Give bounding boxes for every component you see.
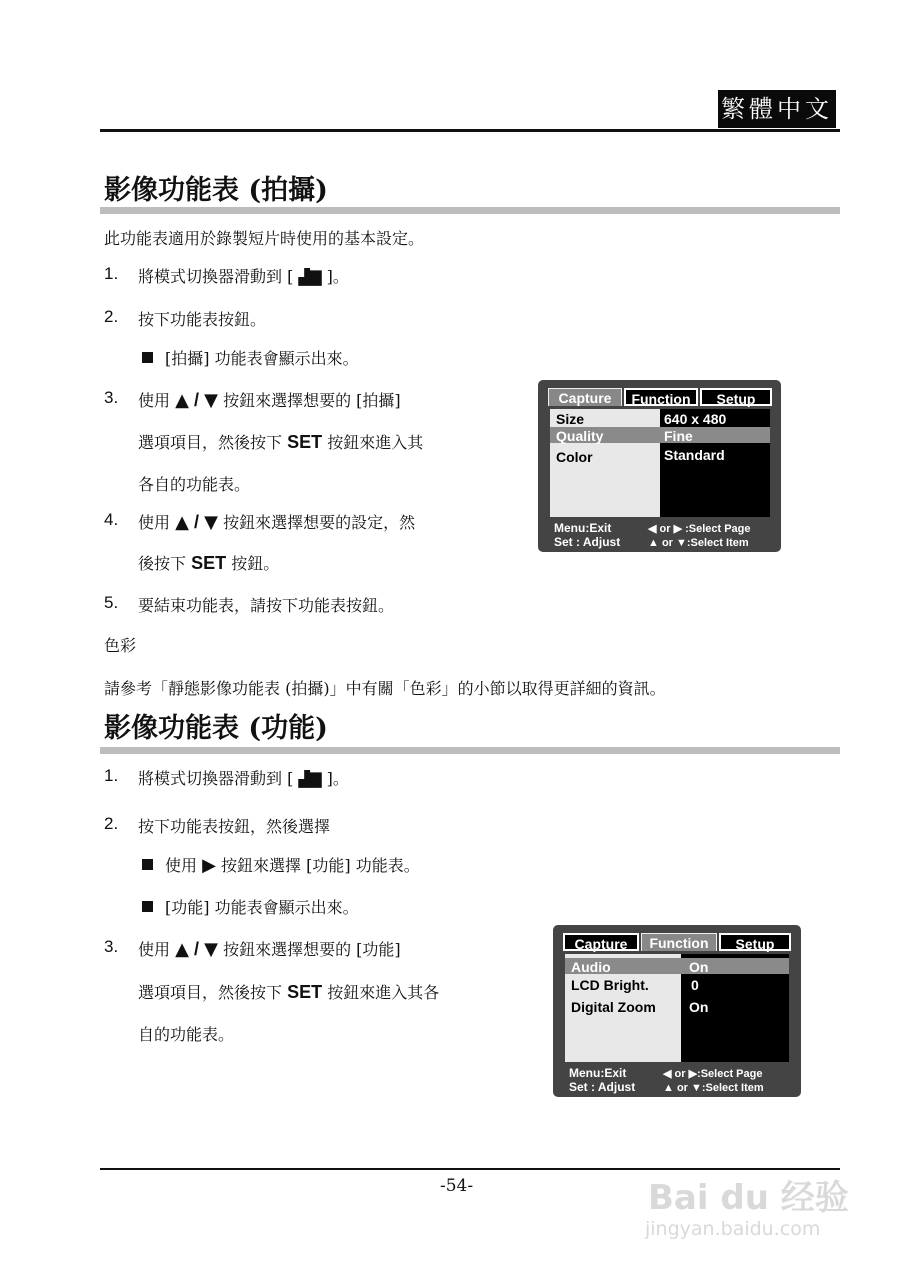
step-text: 使用 <box>138 940 171 959</box>
row-label-lcd-bright: LCD Bright. <box>571 977 649 993</box>
set-key: SET <box>287 982 323 1002</box>
step-text: 按鈕來選擇想要的 [拍攝] <box>223 391 401 410</box>
step-text: 按鈕來選擇想要的設定，然 <box>223 513 416 532</box>
tab-setup: Setup <box>700 388 772 406</box>
baidu-watermark-logo: Bai du 经验 <box>648 1178 849 1218</box>
step-text: 使用 <box>138 513 171 532</box>
row-label-size: Size <box>556 411 585 427</box>
row-value-digital-zoom: On <box>689 999 709 1015</box>
down-arrow-icon: ▼ <box>204 390 218 411</box>
color-subhead: 色彩 <box>104 636 137 655</box>
up-arrow-icon: ▲ <box>175 390 189 411</box>
language-badge: 繁體中文 <box>718 90 836 128</box>
s1-step3-line2 <box>138 430 423 453</box>
video-camera-icon: ▟▇ <box>298 268 322 286</box>
bullet-text: 使用 <box>165 856 198 875</box>
step-text: 按鈕。 <box>231 554 280 573</box>
tab-setup: Setup <box>719 933 791 951</box>
step-number: 1. <box>104 264 119 283</box>
row-value-size: 640 x 480 <box>664 411 727 427</box>
tab-capture: Capture <box>548 388 622 406</box>
bullet-square-icon <box>142 859 153 870</box>
s2-bullet1 <box>142 853 420 876</box>
bullet-text: [拍攝] 功能表會顯示出來。 <box>165 349 359 368</box>
s1-step4-line2 <box>138 551 279 574</box>
up-arrow-icon: ▲ <box>175 939 189 960</box>
step-text: 選項項目，然後按下 <box>138 433 283 452</box>
step-number: 1. <box>104 766 119 785</box>
row-value-color: Standard <box>664 447 725 463</box>
row-label-quality: Quality <box>556 428 604 444</box>
s1-step3-line3: 各自的功能表。 <box>138 475 251 494</box>
step-text: ]。 <box>326 267 349 286</box>
function-menu-screenshot <box>553 925 801 1097</box>
bullet-square-icon <box>142 352 153 363</box>
s2-bullet2 <box>142 895 359 918</box>
row-value-lcd-bright: 0 <box>691 977 699 993</box>
step-text: 按鈕來選擇想要的 [功能] <box>223 940 401 959</box>
down-arrow-icon: ▼ <box>204 939 218 960</box>
capture-menu-screenshot <box>538 380 781 552</box>
row-label-audio: Audio <box>571 959 611 975</box>
section2-band <box>100 747 840 754</box>
up-arrow-icon: ▲ <box>175 512 189 533</box>
right-arrow-icon: ▶ <box>202 855 216 876</box>
menu-footer-right: ◀ or ▶:Select Page ▲ or ▼:Select Item <box>663 1068 764 1094</box>
bullet-text: 按鈕來選擇 [功能] 功能表。 <box>221 856 420 875</box>
section1-band <box>100 207 840 214</box>
step-text: 要結束功能表，請按下功能表按鈕。 <box>138 596 395 615</box>
step-number: 2. <box>104 307 119 326</box>
step-text: 按下功能表按鈕。 <box>138 310 267 329</box>
step-text: 使用 <box>138 391 171 410</box>
baidu-watermark-url: jingyan.baidu.com <box>645 1218 821 1240</box>
page-number: -54- <box>440 1176 474 1196</box>
set-key: SET <box>191 553 227 573</box>
bullet-text: [功能] 功能表會顯示出來。 <box>165 898 359 917</box>
step-number: 3. <box>104 937 119 956</box>
slash: / <box>194 939 200 959</box>
step-text: 後按下 <box>138 554 187 573</box>
bullet-square-icon <box>142 901 153 912</box>
s1-bullet1 <box>142 346 359 369</box>
step-text: 選項項目，然後按下 <box>138 983 283 1002</box>
color-reference: 請參考「靜態影像功能表 (拍攝)」中有關「色彩」的小節以取得更詳細的資訊。 <box>104 679 666 698</box>
step-text: 按鈕來進入其 <box>327 433 424 452</box>
section1-title: 影像功能表 (拍攝) <box>104 175 328 206</box>
step-number: 5. <box>104 593 119 612</box>
step-number: 2. <box>104 814 119 833</box>
section2-title: 影像功能表 (功能) <box>104 713 328 744</box>
step-text: 按鈕來進入其各 <box>327 983 440 1002</box>
tab-function: Function <box>624 388 698 406</box>
step-text: 將模式切換器滑動到 [ <box>138 267 294 286</box>
row-label-digital-zoom: Digital Zoom <box>571 999 656 1015</box>
row-label-color: Color <box>556 449 593 465</box>
slash: / <box>194 390 200 410</box>
step-text: ]。 <box>326 769 349 788</box>
step-number: 3. <box>104 388 119 407</box>
step-text: 按下功能表按鈕，然後選擇 <box>138 817 331 836</box>
set-key: SET <box>287 432 323 452</box>
section1-intro: 此功能表適用於錄製短片時使用的基本設定。 <box>104 229 425 248</box>
menu-footer-left: Menu:Exit Set : Adjust <box>569 1066 636 1094</box>
video-camera-icon: ▟▇ <box>298 770 322 788</box>
step-number: 4. <box>104 510 119 529</box>
s2-step3-line2 <box>138 980 439 1003</box>
down-arrow-icon: ▼ <box>204 512 218 533</box>
menu-footer-right: ◀ or ▶ :Select Page ▲ or ▼:Select Item <box>648 523 751 549</box>
tab-function: Function <box>641 933 717 951</box>
header-rule <box>100 129 840 132</box>
row-value-audio: On <box>689 959 709 975</box>
row-value-quality: Fine <box>664 428 693 444</box>
step-text: 將模式切換器滑動到 [ <box>138 769 294 788</box>
slash: / <box>194 512 200 532</box>
menu-footer-left: Menu:Exit Set : Adjust <box>554 521 621 549</box>
tab-capture: Capture <box>563 933 639 951</box>
s2-step3-line3: 自的功能表。 <box>138 1025 235 1044</box>
